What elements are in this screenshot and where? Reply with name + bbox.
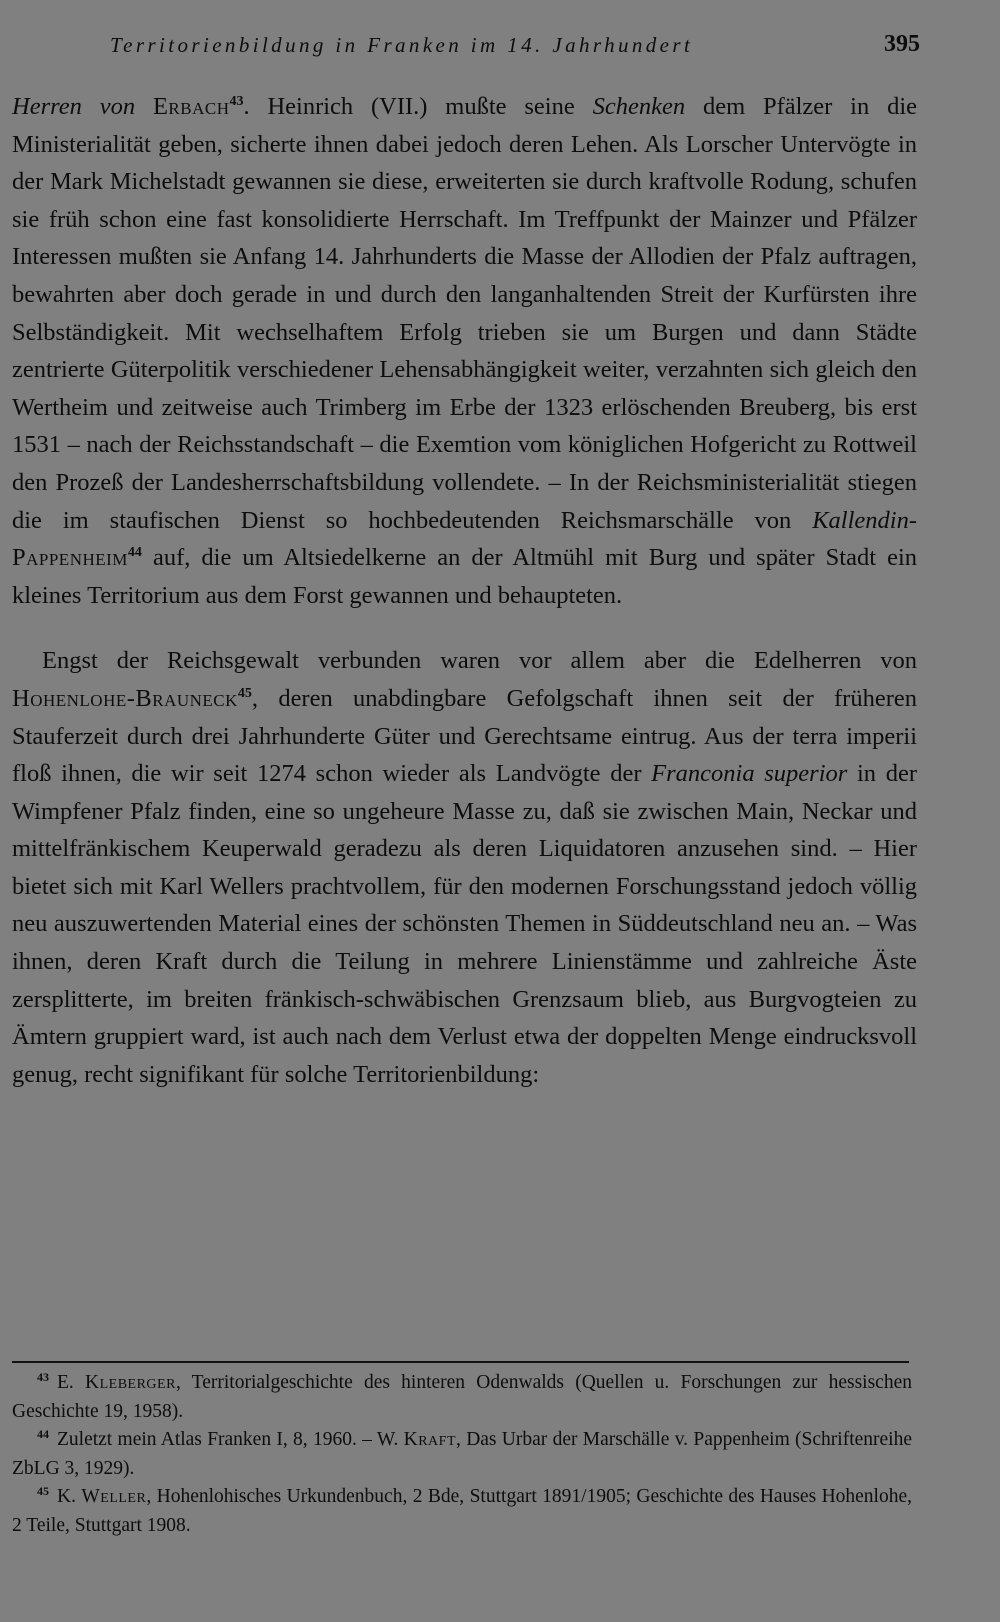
footnote [12,1483,912,1540]
text-span: Herren von [12,93,136,120]
footnote-ref: 43 [229,93,244,109]
running-title: Territorienbildung in Franken im 14. Jahrhundert [110,33,694,57]
text-span: Zuletzt mein Atlas Franken I, 8, 1960. – W. [57,1429,404,1451]
text-span: . Heinrich (VII.) mußte seine [243,93,593,120]
author-name: Kleberger [85,1372,176,1393]
text-span: E. [57,1372,86,1393]
footnote [12,1426,912,1483]
text-span: Franconia superior [651,760,848,788]
text-span: - [908,506,917,534]
family-name: Erbach [152,93,230,120]
author-name: Weller [81,1486,147,1508]
family-name: Hohenlohe-Brauneck [12,684,238,712]
text-span: , Territorialgeschichte des hinteren Odenwalds (Quellen u. Forschungen zur hessischen Geschichte 19, 1958). [12,1372,912,1422]
text-span: Schenken [592,93,686,120]
page-header [0,33,930,69]
text-span: K. [57,1486,82,1508]
footnote-number: 44 [37,1426,49,1441]
footnote-number: 43 [37,1369,49,1384]
paragraph-2 [12,642,917,1093]
text-span: Engst der Reichsgewalt verbunden waren vor allem aber die Edelherren von [42,647,917,675]
text-span: dem Pfälzer in die Ministerialität geben, sicherte ihnen dabei jedoch deren Lehen. Als Lorscher Untervögte in der Mark Michelstadt gewannen sie diese, erweiterten sie durch kraftvolle Rodung, schufen sie früh schon eine fast konsolidierte Herrschaft. Im Treffpunkt der Mainzer und Pfälzer Interessen mußten sie Anfang 14. Jahrhunderts die Masse der Allodien der Pfalz auftragen, bewahrten aber doch gerade in und durch den langanhaltenden Streit der Kurfürsten ihre Selbständigkeit. Mit wechselhaftem Erfolg trieben sie um Burgen und dann Städte zentrierte Güterpolitik verschiedener Lehensabhängigkeit weiter, verzahnten sich gleich den Wertheim und zeitweise auch Trimberg im Erbe der 1323 erlöschenden Breuberg, bis erst 1531 – nach der Reichsstandschaft – die Exemtion vom königlichen Hofgericht zu Rottweil den Prozeß der Landesherrschaftsbildung vollendete. – In der Reichsministerialität stiegen die im staufischen Dienst so hochbedeutenden Reichsmarschälle von [12,93,918,534]
footnote-divider [12,1361,909,1363]
author-name: Kraft [403,1429,457,1451]
footnote-ref: 45 [237,685,252,701]
footnote-number: 45 [37,1483,49,1498]
paragraph-1 [12,88,917,614]
text-span: , deren unabdingbare Gefolgschaft ihnen seit der früheren Stauferzeit durch drei Jahrhunderte Güter und Gerechtsame eintrug. Aus der terra imperii floß ihnen, die wir seit 1274 schon wieder als Landvögte der [12,684,917,788]
footnote [12,1369,912,1426]
footnotes [12,1369,912,1541]
text-span: auf, die um Altsiedelkerne an der Altmühl mit Burg und später Stadt ein kleines Territorium aus dem Forst gewannen und behaupteten. [12,544,917,609]
text-span: Kallendin [812,506,909,534]
text-span: , Hohenlohisches Urkundenbuch, 2 Bde, Stuttgart 1891/1905; Geschichte des Hauses Hohenlohe, 2 Teile, Stuttgart 1908. [12,1486,912,1536]
main-text [12,88,917,1093]
text-span: in der Wimpfener Pfalz finden, eine so ungeheure Masse zu, daß sie zwischen Main, Neckar und mittelfränkischem Keuperwald geradezu als deren Liquidatoren anzusehen sind. – Hier bietet sich mit Karl Wellers prachtvollem, für den modernen Forschungsstand jedoch völlig neu auszuwertenden Material eines der schönsten Themen in Süddeutschland neu an. – Was ihnen, deren Kraft durch die Teilung in mehrere Linienstämme und zahlreiche Äste zersplitterte, im breiten fränkisch-schwäbischen Grenzsaum blieb, aus Burgvogteien zu Ämtern gruppiert ward, ist auch nach dem Verlust etwa der doppelten Menge eindrucksvoll genug, recht signifikant für solche Territorienbildung: [12,760,918,1088]
text-span: , Das Urbar der Marschälle v. Pappenheim (Schriftenreihe ZbLG 3, 1929). [12,1429,912,1479]
family-name: Pappenheim [12,544,128,572]
footnote-ref: 44 [127,544,142,560]
page-number: 395 [884,31,920,57]
